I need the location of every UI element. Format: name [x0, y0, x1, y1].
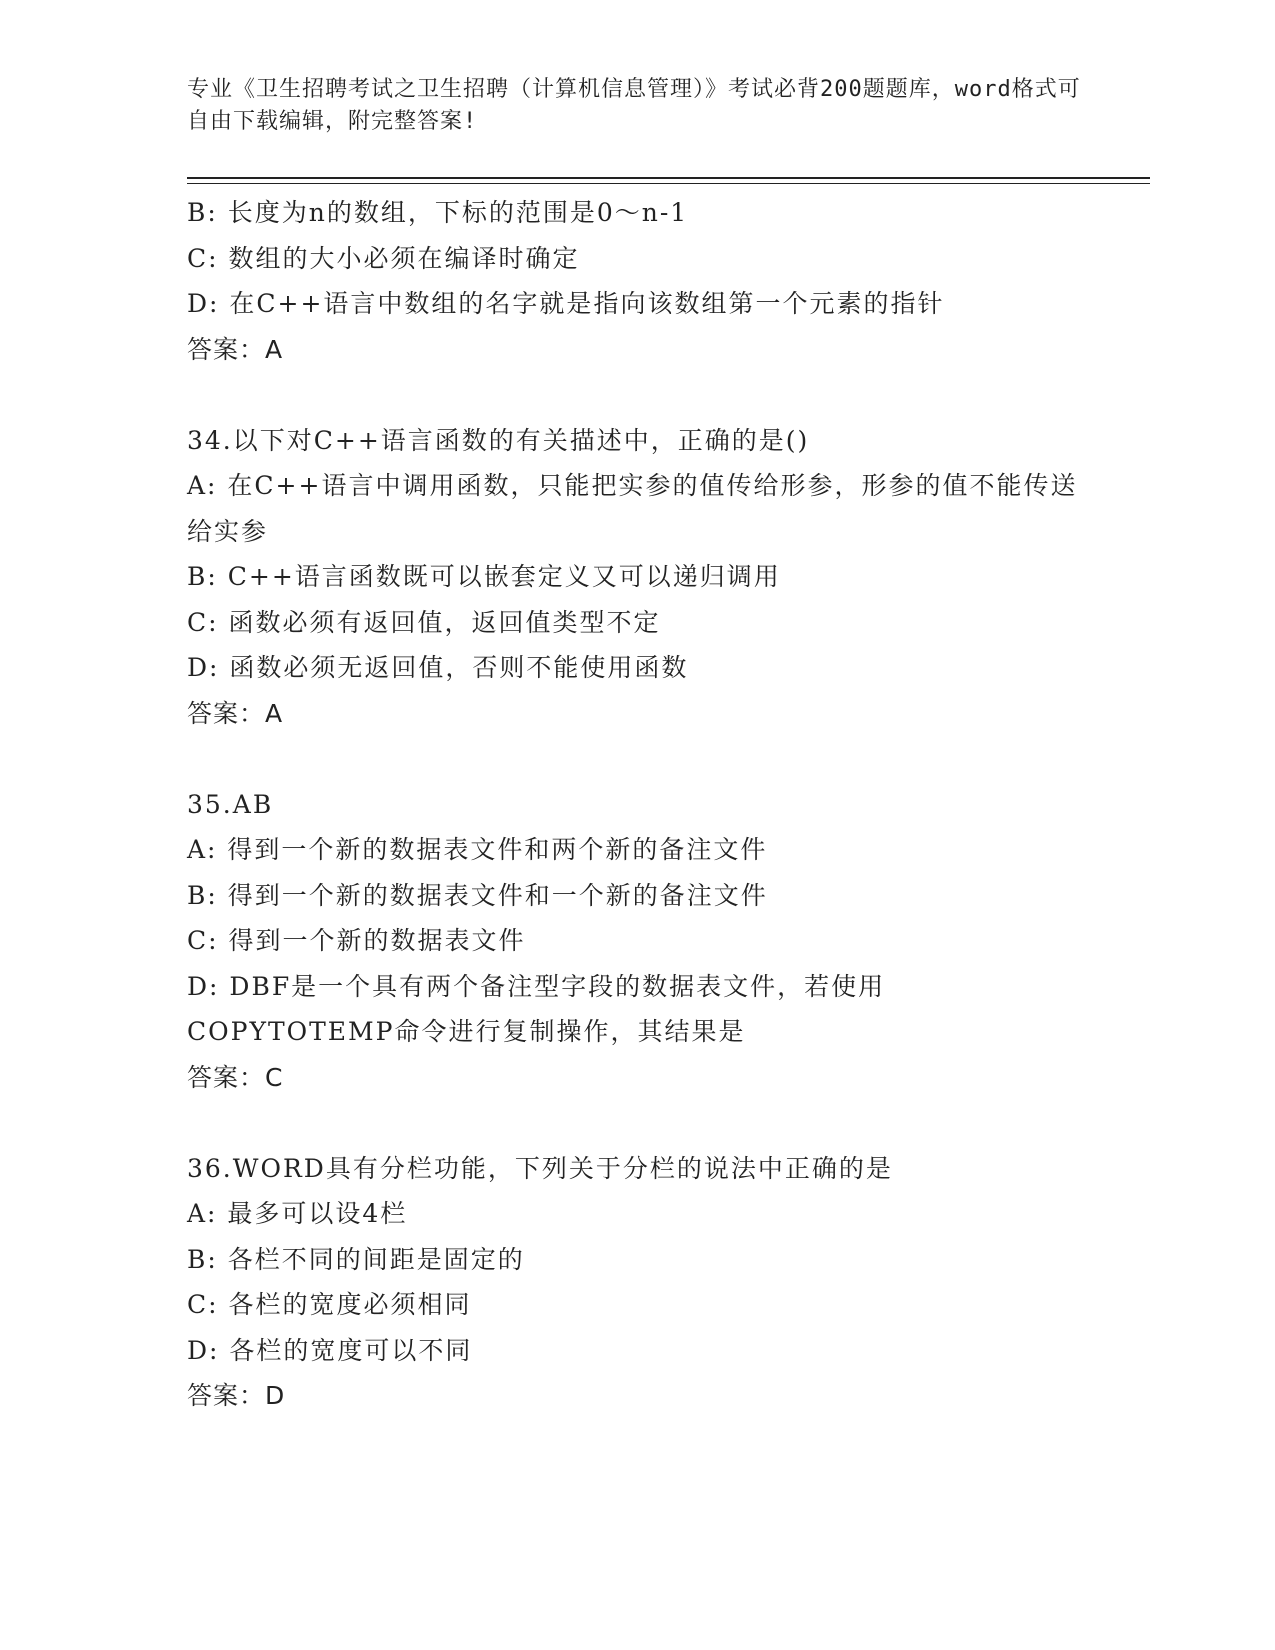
question-34	[187, 418, 1087, 737]
header-rule-thick	[187, 177, 1150, 179]
option-d: D: DBF是一个具有两个备注型字段的数据表文件，若使用COPYTOTEMP命令进行复制操作，其结果是	[187, 971, 886, 1046]
option-b: B: 长度为n的数组，下标的范围是0～n-1	[187, 198, 689, 227]
option-d: D: 各栏的宽度可以不同	[187, 1335, 473, 1365]
answer-line: 答案：C	[187, 1062, 284, 1092]
option-b: B: 得到一个新的数据表文件和一个新的备注文件	[187, 880, 768, 910]
answer-line: 答案：A	[187, 334, 284, 364]
option-d: D: 函数必须无返回值，否则不能使用函数	[187, 653, 689, 682]
option-b: B: C++语言函数既可以嵌套定义又可以递归调用	[187, 562, 781, 591]
answer-line: 答案：A	[187, 698, 284, 728]
option-d: D: 在C++语言中数组的名字就是指向该数组第一个元素的指针	[187, 289, 945, 318]
question-fragment	[187, 190, 1087, 372]
spacer	[187, 372, 1087, 418]
question-stem: 36.WORD具有分栏功能，下列关于分栏的说法中正确的是	[187, 1153, 893, 1183]
question-36	[187, 1146, 1087, 1419]
option-c: C: 函数必须有返回值，返回值类型不定	[187, 607, 661, 637]
header-rule-thin	[187, 183, 1150, 184]
option-b: B: 各栏不同的间距是固定的	[187, 1244, 525, 1274]
option-a: A: 在C++语言中调用函数，只能把实参的值传给形参，形参的值不能传送给实参	[187, 471, 1078, 546]
option-c: C: 得到一个新的数据表文件	[187, 926, 526, 955]
option-c: C: 数组的大小必须在编译时确定	[187, 243, 580, 273]
answer-line: 答案：D	[187, 1381, 286, 1410]
document-header: 专业《卫生招聘考试之卫生招聘（计算机信息管理）》考试必背200题题库，word格式可自由下载编辑，附完整答案!	[187, 77, 1081, 134]
question-stem: 34.以下对C++语言函数的有关描述中，正确的是()	[187, 425, 810, 455]
option-a: A: 最多可以设4栏	[187, 1199, 408, 1228]
spacer	[187, 1100, 1087, 1146]
option-c: C: 各栏的宽度必须相同	[187, 1290, 472, 1319]
question-35	[187, 782, 1087, 1101]
option-a: A: 得到一个新的数据表文件和两个新的备注文件	[187, 835, 768, 864]
document-body	[187, 190, 1087, 1419]
question-stem: 35.AB	[187, 789, 274, 819]
spacer	[187, 736, 1087, 782]
